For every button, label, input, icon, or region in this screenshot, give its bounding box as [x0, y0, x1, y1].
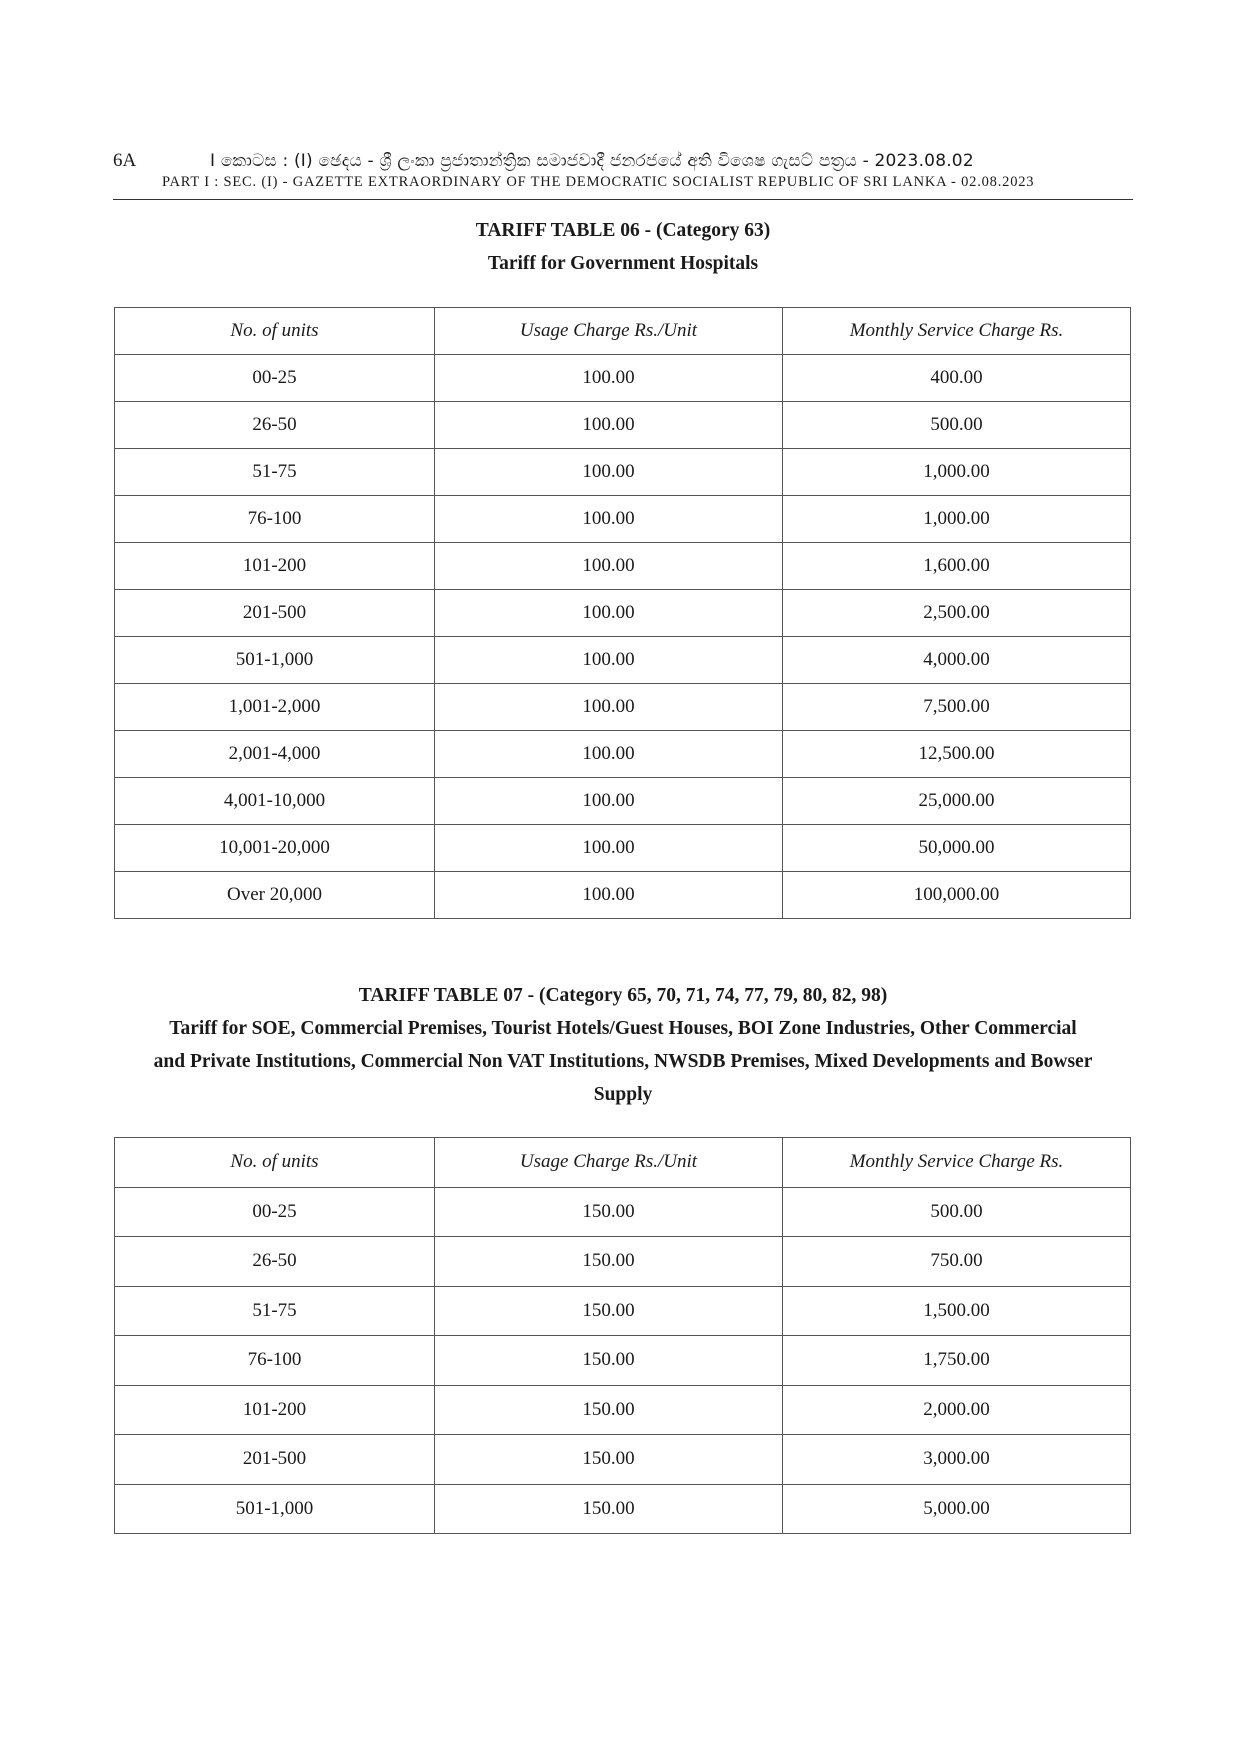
- service-charge-cell: 12,500.00: [783, 731, 1131, 778]
- table-row: [115, 1435, 1131, 1485]
- table07-title: TARIFF TABLE 07 - (Category 65, 70, 71, 74, 77, 79, 80, 82, 98): [358, 985, 888, 1006]
- usage-charge-cell: 150.00: [435, 1435, 783, 1485]
- table-header-row: [115, 1138, 1131, 1188]
- units-cell: 101-200: [115, 543, 435, 590]
- table-row: [115, 355, 1131, 402]
- units-cell: 00-25: [115, 1187, 435, 1237]
- table07-subtitle-line-3: Supply: [593, 1084, 653, 1105]
- header-sinhala: I කොටස : (I) ඡෙදය - ශ්‍රී ලංකා ප්‍රජාතාන්ත්‍රික සමාජවාදී ජනරජයේ අති විශෙෂ ගැසට් පත්‍රය - 2023.08.02: [210, 151, 974, 171]
- table-row: [115, 637, 1131, 684]
- units-cell: 26-50: [115, 402, 435, 449]
- table07-subtitle-line-2: and Private Institutions, Commercial Non VAT Institutions, NWSDB Premises, Mixed Developments and Bowser: [153, 1051, 1093, 1072]
- table-row: [115, 731, 1131, 778]
- column-header-service-charge: Monthly Service Charge Rs.: [783, 1138, 1131, 1188]
- usage-charge-cell: 150.00: [435, 1385, 783, 1435]
- service-charge-cell: 7,500.00: [783, 684, 1131, 731]
- usage-charge-cell: 100.00: [435, 731, 783, 778]
- usage-charge-cell: 100.00: [435, 402, 783, 449]
- service-charge-cell: 50,000.00: [783, 825, 1131, 872]
- table-row: [115, 1336, 1131, 1386]
- units-cell: 76-100: [115, 1336, 435, 1386]
- table-row: [115, 1237, 1131, 1287]
- usage-charge-cell: 100.00: [435, 355, 783, 402]
- table-row: [115, 1484, 1131, 1534]
- units-cell: 201-500: [115, 590, 435, 637]
- service-charge-cell: 400.00: [783, 355, 1131, 402]
- units-cell: 76-100: [115, 496, 435, 543]
- table-row: [115, 496, 1131, 543]
- usage-charge-cell: 100.00: [435, 778, 783, 825]
- header-divider: [113, 199, 1133, 200]
- service-charge-cell: 5,000.00: [783, 1484, 1131, 1534]
- table-row: [115, 872, 1131, 919]
- service-charge-cell: 1,500.00: [783, 1286, 1131, 1336]
- tariff-table-07: [114, 1137, 1131, 1534]
- table-row: [115, 825, 1131, 872]
- table-row: [115, 1286, 1131, 1336]
- usage-charge-cell: 150.00: [435, 1237, 783, 1287]
- service-charge-cell: 750.00: [783, 1237, 1131, 1287]
- usage-charge-cell: 150.00: [435, 1286, 783, 1336]
- service-charge-cell: 2,500.00: [783, 590, 1131, 637]
- units-cell: 00-25: [115, 355, 435, 402]
- usage-charge-cell: 100.00: [435, 590, 783, 637]
- service-charge-cell: 1,600.00: [783, 543, 1131, 590]
- usage-charge-cell: 150.00: [435, 1336, 783, 1386]
- units-cell: 1,001-2,000: [115, 684, 435, 731]
- service-charge-cell: 1,000.00: [783, 449, 1131, 496]
- units-cell: 2,001-4,000: [115, 731, 435, 778]
- usage-charge-cell: 150.00: [435, 1484, 783, 1534]
- table-row: [115, 590, 1131, 637]
- usage-charge-cell: 100.00: [435, 637, 783, 684]
- table07-subtitle-line-1: Tariff for SOE, Commercial Premises, Tourist Hotels/Guest Houses, BOI Zone Industries, Other Commercial: [169, 1018, 1077, 1039]
- units-cell: 501-1,000: [115, 637, 435, 684]
- service-charge-cell: 100,000.00: [783, 872, 1131, 919]
- table-row: [115, 1187, 1131, 1237]
- units-cell: 51-75: [115, 449, 435, 496]
- units-cell: 4,001-10,000: [115, 778, 435, 825]
- units-cell: 51-75: [115, 1286, 435, 1336]
- usage-charge-cell: 100.00: [435, 872, 783, 919]
- usage-charge-cell: 100.00: [435, 449, 783, 496]
- units-cell: 10,001-20,000: [115, 825, 435, 872]
- table-row: [115, 402, 1131, 449]
- table-row: [115, 543, 1131, 590]
- units-cell: 201-500: [115, 1435, 435, 1485]
- service-charge-cell: 1,750.00: [783, 1336, 1131, 1386]
- table-row: [115, 1385, 1131, 1435]
- page-number: 6A: [113, 150, 137, 171]
- table-header-row: [115, 308, 1131, 355]
- table06-title: TARIFF TABLE 06 - (Category 63): [475, 220, 771, 241]
- units-cell: 26-50: [115, 1237, 435, 1287]
- service-charge-cell: 4,000.00: [783, 637, 1131, 684]
- service-charge-cell: 3,000.00: [783, 1435, 1131, 1485]
- service-charge-cell: 500.00: [783, 1187, 1131, 1237]
- usage-charge-cell: 100.00: [435, 496, 783, 543]
- tariff-table-06: [114, 307, 1131, 919]
- units-cell: 501-1,000: [115, 1484, 435, 1534]
- table-row: [115, 449, 1131, 496]
- units-cell: Over 20,000: [115, 872, 435, 919]
- units-cell: 101-200: [115, 1385, 435, 1435]
- service-charge-cell: 25,000.00: [783, 778, 1131, 825]
- table-row: [115, 778, 1131, 825]
- usage-charge-cell: 100.00: [435, 543, 783, 590]
- usage-charge-cell: 100.00: [435, 684, 783, 731]
- usage-charge-cell: 100.00: [435, 825, 783, 872]
- column-header-usage-charge: Usage Charge Rs./Unit: [435, 1138, 783, 1188]
- usage-charge-cell: 150.00: [435, 1187, 783, 1237]
- service-charge-cell: 1,000.00: [783, 496, 1131, 543]
- service-charge-cell: 2,000.00: [783, 1385, 1131, 1435]
- service-charge-cell: 500.00: [783, 402, 1131, 449]
- table06-subtitle: Tariff for Government Hospitals: [487, 253, 759, 274]
- column-header-service-charge: Monthly Service Charge Rs.: [783, 308, 1131, 355]
- header-english: PART I : SEC. (I) - GAZETTE EXTRAORDINARY OF THE DEMOCRATIC SOCIALIST REPUBLIC OF SRI LANKA - 02.08.2023: [162, 174, 1035, 190]
- table-row: [115, 684, 1131, 731]
- column-header-units: No. of units: [115, 1138, 435, 1188]
- column-header-usage-charge: Usage Charge Rs./Unit: [435, 308, 783, 355]
- column-header-units: No. of units: [115, 308, 435, 355]
